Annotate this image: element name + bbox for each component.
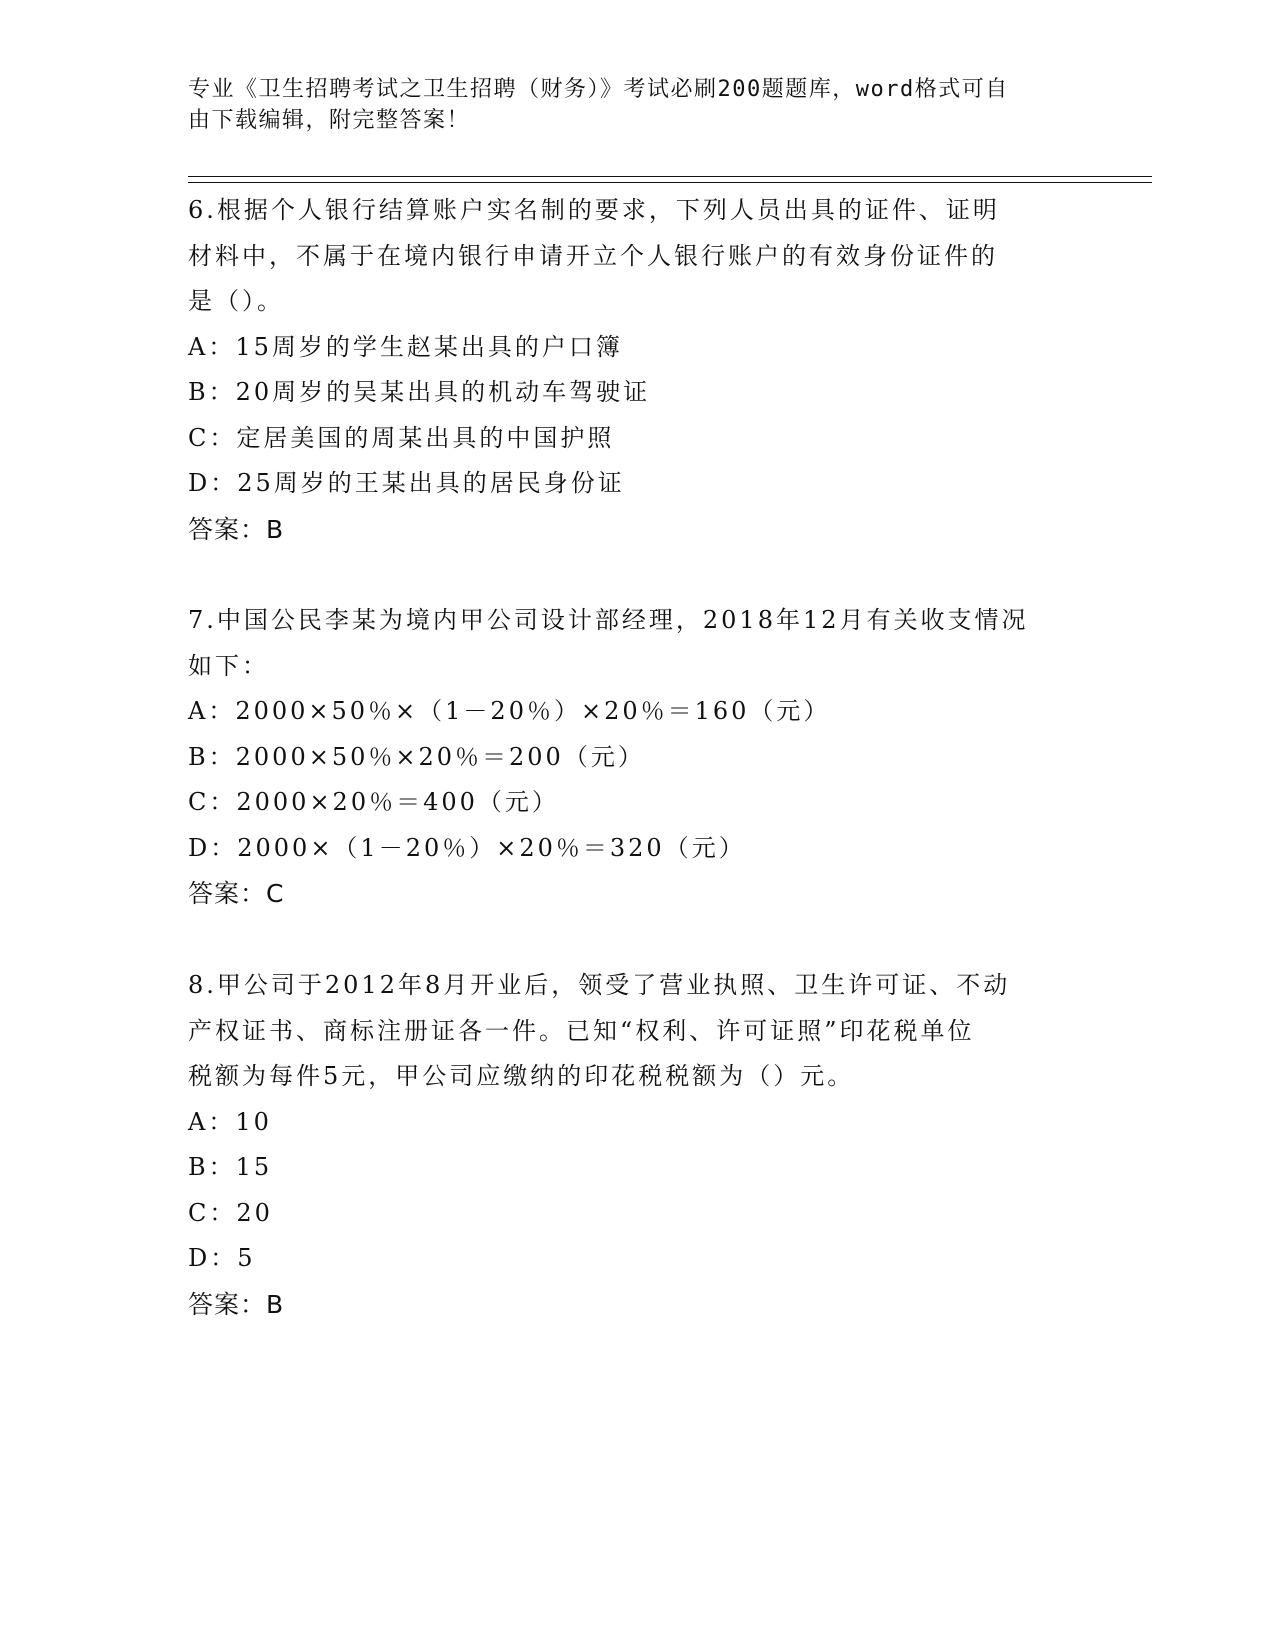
- option-c: C：2000×20％＝400（元）: [188, 788, 559, 816]
- option-a: A：2000×50％×（1－20％）×20％＝160（元）: [188, 697, 831, 725]
- header-line-1: 专业《卫生招聘考试之卫生招聘（财务）》考试必刷200题题库，word格式可自: [188, 77, 1009, 102]
- stem-line: 税额为每件5元，甲公司应缴纳的印花税税额为（）元。: [188, 1062, 855, 1090]
- stem-line: 7.中国公民李某为境内甲公司设计部经理，2018年12月有关收支情况: [188, 606, 1029, 634]
- stem-line: 6.根据个人银行结算账户实名制的要求，下列人员出具的证件、证明: [188, 196, 1000, 224]
- option-d: D：5: [188, 1244, 256, 1272]
- option-d: D：2000×（1－20％）×20％＝320（元）: [188, 833, 746, 862]
- option-b: B：15: [188, 1153, 273, 1181]
- header-divider-bottom: [188, 182, 1152, 183]
- answer-line: 答案：B: [188, 514, 285, 544]
- header-line-2: 由下载编辑，附完整答案！: [188, 108, 471, 133]
- option-b: B：20周岁的吴某出具的机动车驾驶证: [188, 378, 651, 406]
- stem-line: 材料中，不属于在境内银行申请开立个人银行账户的有效身份证件的: [188, 241, 998, 270]
- question-6: [188, 188, 1088, 552]
- option-a: A：10: [188, 1107, 272, 1136]
- question-stem: [188, 188, 1088, 325]
- stem-line: 是（）。: [188, 287, 284, 315]
- stem-line: 8.甲公司于2012年8月开业后，领受了营业执照、卫生许可证、不动: [188, 971, 1011, 999]
- question-stem: [188, 963, 1088, 1100]
- answer-line: 答案：C: [188, 879, 285, 908]
- option-c: C：定居美国的周某出具的中国护照: [188, 423, 615, 452]
- document-header: [188, 74, 1068, 136]
- question-stem: [188, 598, 1088, 689]
- stem-line: 产权证书、商标注册证各一件。已知“权利、许可证照”印花税单位: [188, 1016, 975, 1045]
- option-d: D：25周岁的王某出具的居民身份证: [188, 469, 625, 497]
- option-c: C：20: [188, 1198, 273, 1227]
- option-a: A：15周岁的学生赵某出具的户口簿: [188, 332, 623, 361]
- header-divider-top: [188, 176, 1152, 177]
- question-7: [188, 598, 1088, 917]
- question-8: [188, 963, 1088, 1327]
- stem-line: 如下：: [188, 651, 269, 680]
- answer-line: 答案：B: [188, 1289, 285, 1319]
- option-b: B：2000×50％×20％＝200（元）: [188, 742, 645, 771]
